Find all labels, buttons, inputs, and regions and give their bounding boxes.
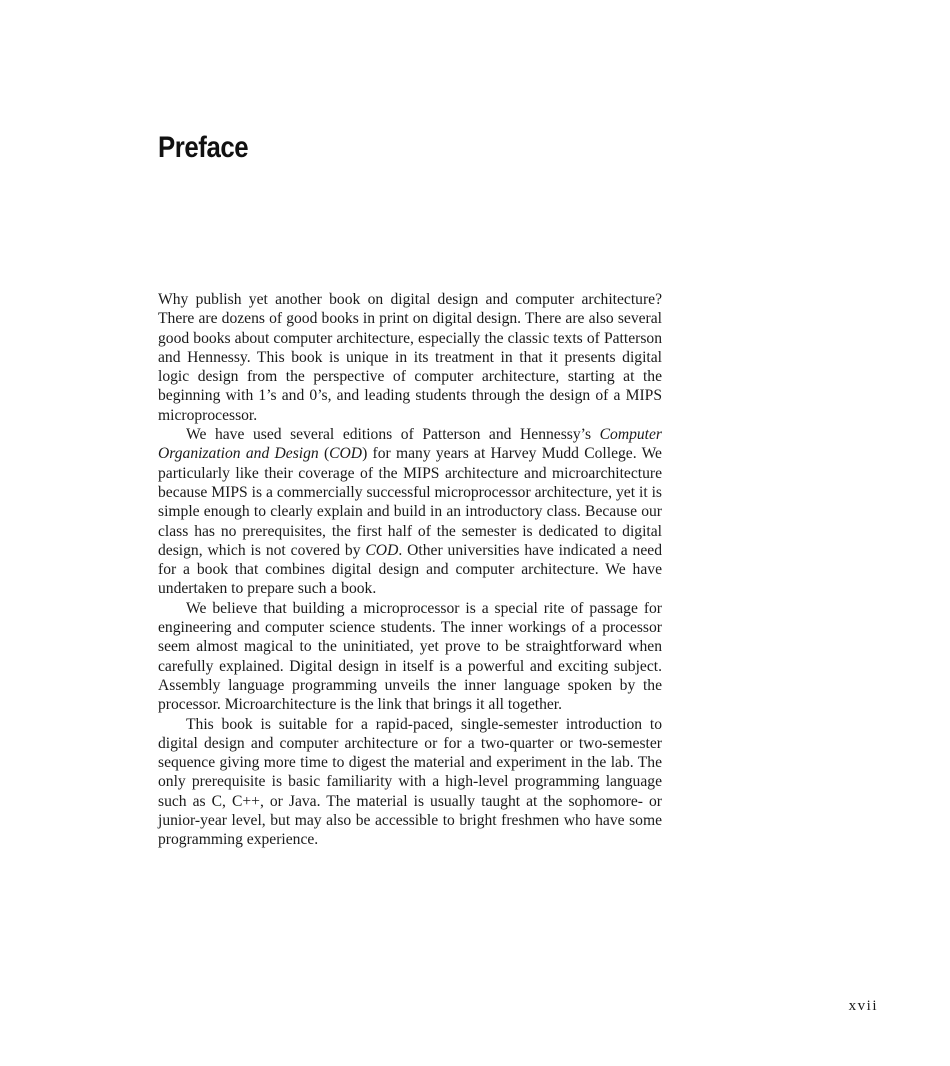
abbreviation-italic: COD	[365, 541, 399, 559]
page-title: Preface	[158, 131, 249, 164]
paragraph-2-text: (	[318, 445, 330, 463]
paragraph-2-text: . Other universities have indicated a need for a book that combines digital design and computer architecture. We have undertaken to prepare such a book.	[158, 541, 662, 598]
paragraph-2-text: ) for many years at Harvey Mudd College. We particularly like their coverage of the MIPS architecture and microarchitecture because MIPS is a commercially successful microprocessor architecture, yet it is simple enough to clearly explain and build in an introductory class. Because our class has no prerequisites, the first half of the semester is dedicated to digital design, which is not covered by	[158, 445, 662, 559]
paragraph-3	[158, 599, 662, 715]
book-title-italic: Computer Organization and Design	[158, 426, 662, 463]
page-number: xvii	[848, 998, 878, 1014]
paragraph-4	[158, 715, 662, 850]
paragraph-1-text: Why publish yet another book on digital design and computer architecture? There are dozens of good books in print on digital design. There are also several good books about computer architecture, especially the classic texts of Patterson and Hennessy. This book is unique in its treatment in that it presents digital logic design from the perspective of computer architecture, starting at the beginning with 1’s and 0’s, and leading students through the design of a MIPS microprocessor.	[158, 291, 662, 424]
paragraph-2	[158, 425, 662, 599]
paragraph-4-text: This book is suitable for a rapid-paced, single-semester introduction to digital design and computer architecture or for a two-quarter or two-semester sequence giving more time to digest the material and experiment in the lab. The only prerequisite is basic familiarity with a high-level programming language such as C, C++, or Java. The material is usually taught at the sophomore- or junior-year level, but may also be accessible to bright freshmen who have some programming experience.	[158, 715, 662, 849]
abbreviation-italic: COD	[329, 445, 363, 463]
body-text	[158, 290, 662, 850]
paragraph-3-text: We believe that building a microprocessor is a special rite of passage for engineering and computer science students. The inner workings of a processor seem almost magical to the uninitiated, yet prove to be straightforward when carefully explained. Digital design in itself is a powerful and exciting subject. Assembly language programming unveils the inner language spoken by the processor. Microarchitecture is the link that brings it all together.	[158, 599, 662, 714]
paragraph-1	[158, 290, 662, 425]
paragraph-2-text: We have used several editions of Patterson and Hennessy’s	[186, 426, 600, 444]
